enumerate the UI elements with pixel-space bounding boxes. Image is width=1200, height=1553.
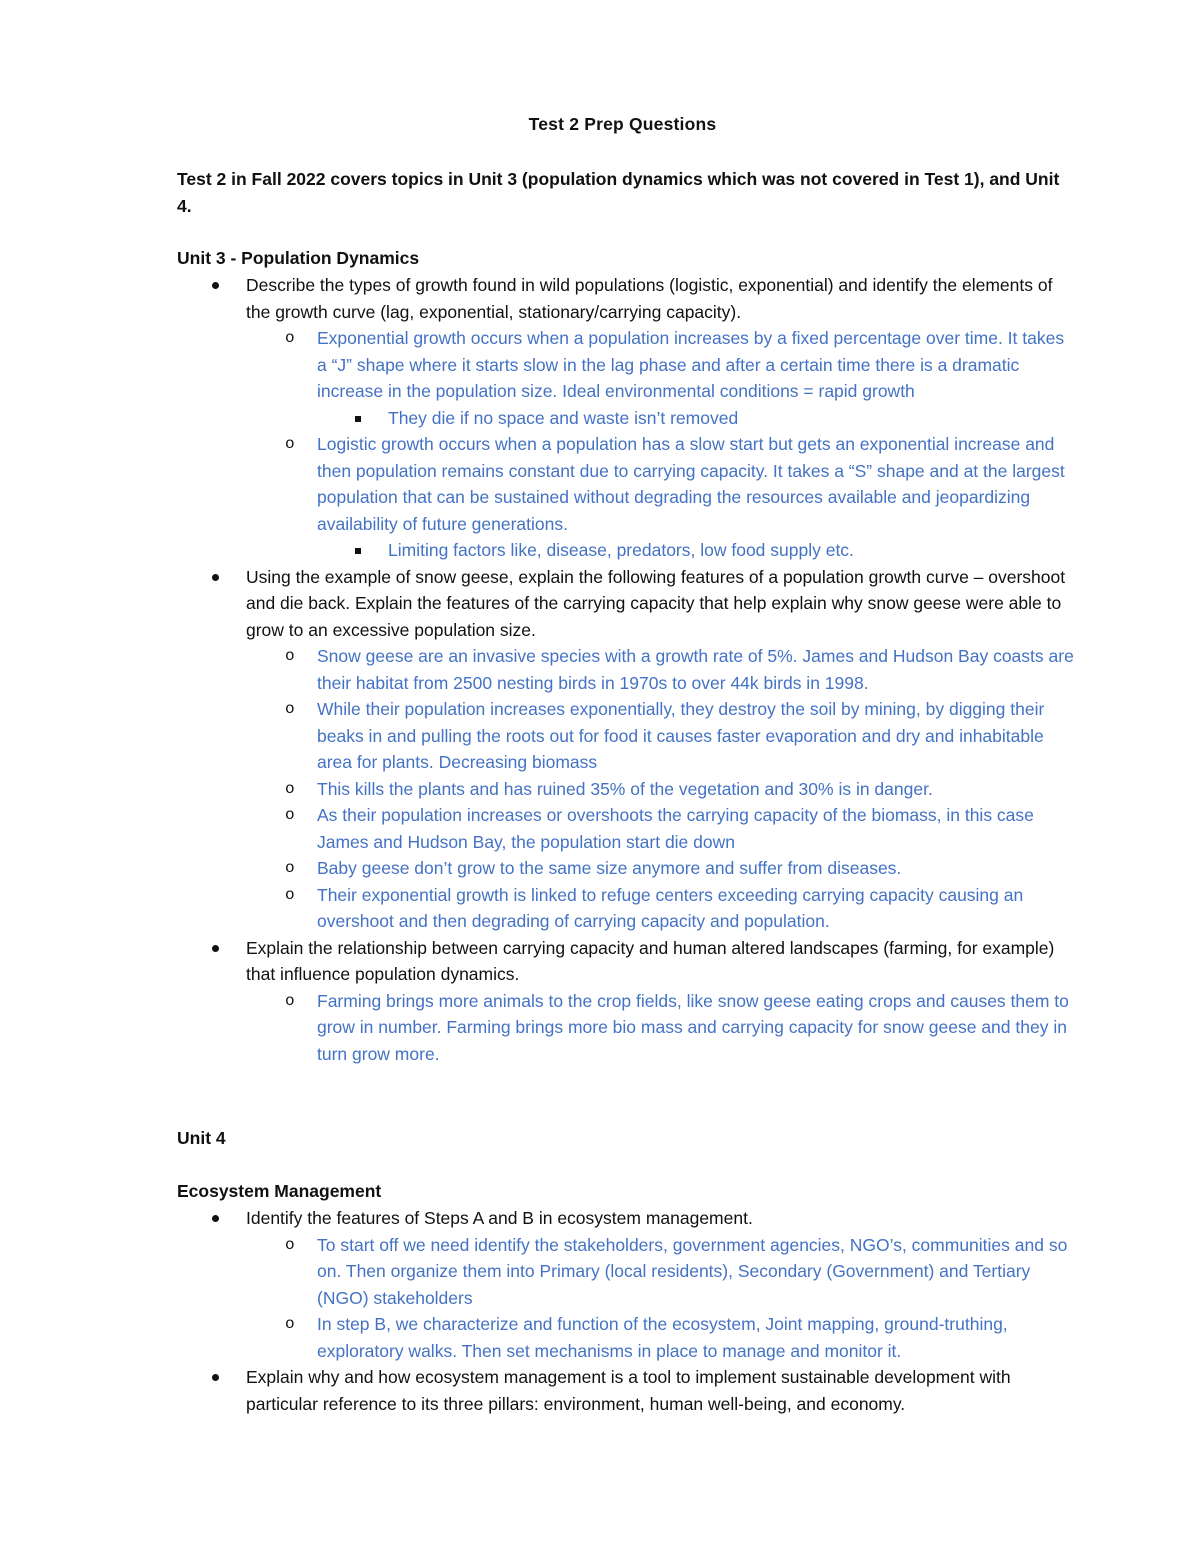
item-text: Exponential growth occurs when a population increases by a fixed percentage over time. It takes a “J” shape where it starts slow in the lag phase and after a certain time there is a dramatic increase in the population size. Ideal environmental conditions = rapid growth — [317, 328, 1065, 401]
answer-item — [0, 776, 1200, 803]
letter-o-bullet-icon: o — [285, 1315, 295, 1333]
letter-o-bullet-icon: o — [285, 859, 295, 877]
sub-answer-item — [0, 537, 1200, 564]
letter-o-bullet-icon: o — [285, 991, 295, 1010]
filled-circle-bullet-icon — [212, 272, 219, 299]
unit3-list — [0, 272, 1200, 1067]
item-text: Their exponential growth is linked to refuge centers exceeding carrying capacity causing an overshoot and then degrading of carrying capacity and population. — [317, 884, 1024, 931]
unit4-heading: Unit 4 — [177, 1128, 226, 1148]
intro-paragraph: Test 2 in Fall 2022 covers topics in Unit 3 (population dynamics which was not covered in Test 1), and Unit 4. — [177, 169, 1060, 216]
item-text: In step B, we characterize and function of the ecosystem, Joint mapping, ground-truthing, exploratory walks. Then set mechanisms in place to manage and monitor it. — [317, 1314, 1008, 1361]
letter-o-bullet-icon: o — [285, 700, 295, 718]
item-text: Limiting factors like, disease, predators, low food supply etc. — [388, 540, 854, 560]
item-text: Farming brings more animals to the crop fields, like snow geese eating crops and causes them to grow in number. Farming brings more bio mass and carrying capacity for snow geese and they in turn grow more. — [317, 990, 1069, 1064]
answer-item — [0, 431, 1200, 537]
document-title: Test 2 Prep Questions — [528, 114, 717, 134]
sub-answer-item — [0, 405, 1200, 432]
item-text: Baby geese don’t grow to the same size anymore and suffer from diseases. — [317, 858, 902, 878]
item-text: Using the example of snow geese, explain the following features of a population growth curve – overshoot and die back. Explain the features of the carrying capacity that help explain why snow geese were able to grow to an excessive population size. — [246, 566, 1066, 640]
item-text: They die if no space and waste isn’t removed — [388, 407, 739, 428]
question-item — [0, 935, 1200, 988]
letter-o-bullet-icon: o — [285, 647, 295, 665]
answer-item — [0, 1232, 1200, 1312]
filled-circle-bullet-icon — [212, 935, 219, 962]
item-text: Snow geese are an invasive species with a growth rate of 5%. James and Hudson Bay coasts are their habitat from 2500 nesting birds in 1970s to over 44k birds in 1998. — [317, 646, 1074, 693]
question-item — [0, 272, 1200, 325]
letter-o-bullet-icon: o — [285, 1235, 295, 1254]
item-text: This kills the plants and has ruined 35% of the vegetation and 30% is in danger. — [317, 778, 933, 799]
item-text: To start off we need identify the stakeholders, government agencies, NGO’s, communities and so on. Then organize them into Primary (local residents), Secondary (Government) and Tertiary (NGO) stakeholders — [317, 1234, 1068, 1308]
answer-item — [0, 802, 1200, 855]
item-text: Logistic growth occurs when a population has a slow start but gets an exponential increase and then population remains constant due to carrying capacity. It takes a “S” shape and at the largest population that can be sustained without degrading the resources available and jeopardizing availability of future generations. — [317, 434, 1065, 534]
answer-item — [0, 696, 1200, 776]
letter-o-bullet-icon: o — [285, 885, 295, 904]
item-text: Describe the types of growth found in wild populations (logistic, exponential) and identify the elements of the growth curve (lag, exponential, stationary/carrying capacity). — [246, 275, 1053, 322]
letter-o-bullet-icon: o — [285, 806, 295, 824]
answer-item — [0, 325, 1200, 405]
filled-square-bullet-icon — [355, 538, 361, 566]
filled-circle-bullet-icon — [212, 564, 219, 591]
question-item — [0, 1205, 1200, 1232]
unit3-heading: Unit 3 - Population Dynamics — [177, 248, 420, 268]
question-item — [0, 564, 1200, 644]
filled-square-bullet-icon — [355, 406, 361, 434]
answer-item — [0, 643, 1200, 696]
filled-circle-bullet-icon — [212, 1205, 219, 1232]
item-text: While their population increases exponentially, they destroy the soil by mining, by digging their beaks in and pulling the roots out for food it causes faster evaporation and dry and inhabitable area for plants. Decreasing biomass — [317, 699, 1045, 772]
item-text: Identify the features of Steps A and B in ecosystem management. — [246, 1208, 753, 1228]
item-text: As their population increases or overshoots the carrying capacity of the biomass, in this case James and Hudson Bay, the population start die down — [317, 805, 1034, 852]
answer-item — [0, 882, 1200, 935]
item-text: Explain why and how ecosystem management is a tool to implement sustainable development with particular reference to its three pillars: environment, human well-being, and economy. — [246, 1367, 1011, 1414]
answer-item — [0, 855, 1200, 882]
item-text: Explain the relationship between carrying capacity and human altered landscapes (farming, for example) that influence population dynamics. — [246, 937, 1055, 984]
letter-o-bullet-icon: o — [285, 435, 295, 453]
unit4-list — [0, 1205, 1200, 1417]
letter-o-bullet-icon: o — [285, 779, 295, 798]
question-item — [0, 1364, 1200, 1417]
answer-item — [0, 988, 1200, 1068]
ecosystem-management-heading: Ecosystem Management — [177, 1181, 382, 1201]
filled-circle-bullet-icon — [212, 1364, 219, 1391]
letter-o-bullet-icon: o — [285, 329, 295, 347]
answer-item — [0, 1311, 1200, 1364]
